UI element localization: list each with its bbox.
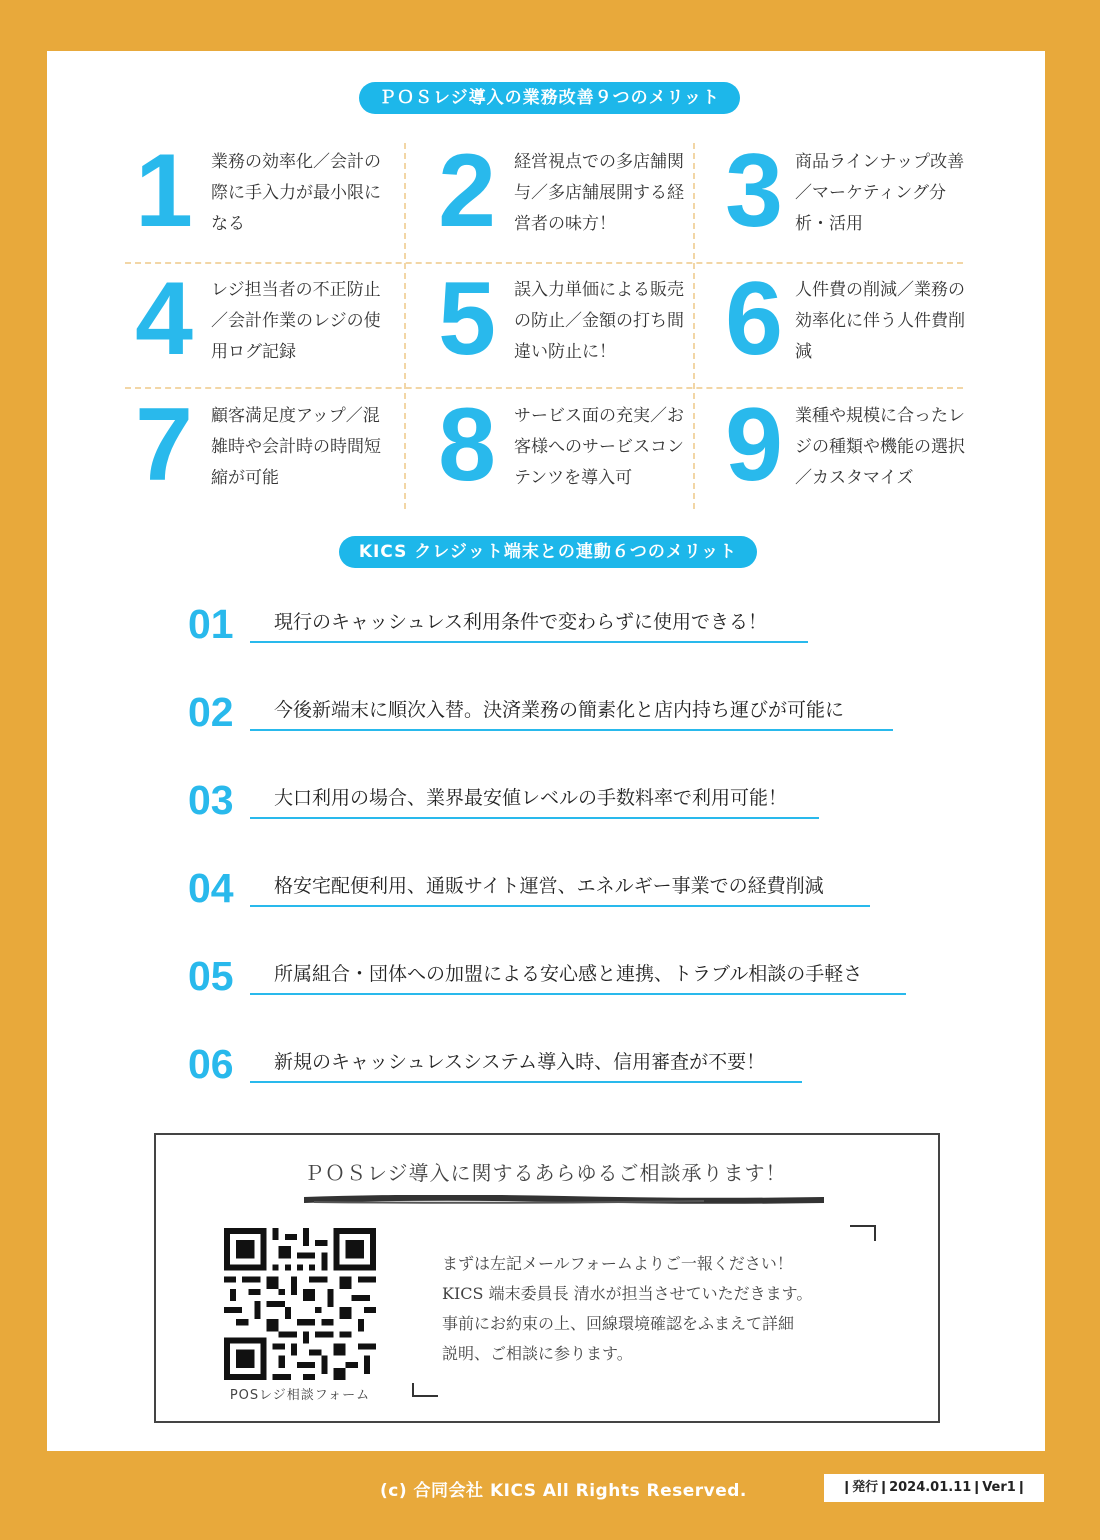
merit-number: 5 (438, 261, 496, 377)
consultation-line: 説明、ご相談に参ります。 (442, 1344, 633, 1363)
merit-text: 誤入力単価による販売の防止／金額の打ち間違い防止に！ (514, 280, 684, 362)
merit-underline (250, 905, 870, 907)
consultation-line: まずは左記メールフォームよりご一報ください！ (442, 1254, 793, 1273)
pos-merit-6 (715, 261, 965, 391)
merit-text: 新規のキャッシュレスシステム導入時、信用審査が不要！ (274, 1051, 766, 1073)
merit-underline (250, 993, 906, 995)
merit-underline (250, 817, 819, 819)
merit-text: 現行のキャッシュレス利用条件で変わらずに使用できる！ (274, 611, 768, 633)
merit-number: 8 (438, 387, 496, 503)
merit-text: 業種や規模に合ったレジの種類や機能の選択／カスタマイズ (795, 406, 965, 488)
merit-number: 01 (188, 601, 234, 647)
merit-text: サービス面の充実／お客様へのサービスコンテンツを導入可 (514, 406, 684, 488)
copyright-text: (c) 合同会社 KICS All Rights Reserved. (380, 1481, 747, 1501)
merit-text: レジ担当者の不正防止／会計作業のレジの使用ログ記録 (211, 280, 381, 362)
merit-text: 今後新端末に順次入替。決済業務の簡素化と店内持ち運びが可能に (274, 699, 845, 721)
merit-number: 1 (135, 133, 193, 249)
merit-number: 3 (725, 133, 783, 249)
merit-number: 7 (135, 387, 193, 503)
pos-merit-7 (125, 387, 404, 517)
merit-number: 9 (725, 387, 783, 503)
pos-section-title: ＰＯＳレジ導入の業務改善９つのメリット (359, 82, 740, 114)
qr-code-icon[interactable] (224, 1228, 376, 1380)
consultation-line: KICS 端末委員長 清水が担当させていただきます。 (442, 1284, 813, 1303)
kics-section-title: KICS クレジット端末との連動６つのメリット (339, 536, 757, 568)
merit-number: 4 (135, 261, 193, 377)
merit-text: 所属組合・団体への加盟による安心感と連携、トラブル相談の手軽さ (274, 963, 863, 985)
pos-merit-5 (428, 261, 693, 391)
pos-merit-8 (428, 387, 693, 517)
pos-merit-2 (428, 133, 693, 263)
grid-divider (404, 143, 406, 509)
merit-number: 03 (188, 777, 234, 823)
qr-code-label: POSレジ相談フォーム (229, 1388, 371, 1403)
merit-underline (250, 729, 893, 731)
merit-text: 経営視点での多店舗関与／多店舗展開する経営者の味方！ (514, 152, 684, 234)
merit-text: 格安宅配便利用、通販サイト運営、エネルギー事業での経費削減 (274, 875, 824, 897)
corner-bracket-decoration (850, 1225, 876, 1241)
consultation-text (442, 1249, 812, 1369)
brush-stroke-decoration (304, 1195, 824, 1205)
merit-text: 商品ラインナップ改善／マーケティング分析・活用 (795, 152, 965, 234)
consultation-title: ＰＯＳレジ導入に関するあらゆるご相談承ります！ (304, 1161, 787, 1185)
merit-text: 人件費の削減／業務の効率化に伴う人件費削減 (795, 280, 965, 362)
merit-number: 2 (438, 133, 496, 249)
merit-text: 大口利用の場合、業界最安値レベルの手数料率で利用可能！ (274, 787, 788, 809)
merit-text: 顧客満足度アップ／混雑時や会計時の時間短縮が可能 (211, 406, 381, 488)
pos-merit-1 (125, 133, 404, 263)
grid-divider (693, 143, 695, 509)
merit-underline (250, 1081, 802, 1083)
pos-merit-3 (715, 133, 965, 263)
merit-number: 05 (188, 953, 234, 999)
merit-underline (250, 641, 808, 643)
merit-number: 04 (188, 865, 234, 911)
merit-text: 業務の効率化／会計の際に手入力が最小限になる (211, 152, 381, 234)
pos-merit-9 (715, 387, 965, 517)
flyer-page (47, 51, 1045, 1451)
corner-bracket-decoration (412, 1383, 438, 1397)
issue-info-badge: ❙発行❙2024.01.11❙Ver1❙ (824, 1474, 1044, 1502)
consultation-box (154, 1133, 940, 1423)
pos-merit-4 (125, 261, 404, 391)
merit-number: 02 (188, 689, 234, 735)
consultation-line: 事前にお約束の上、回線環境確認をふまえて詳細 (442, 1314, 795, 1333)
pos-merits-grid (125, 133, 965, 509)
merit-number: 06 (188, 1041, 234, 1087)
merit-number: 6 (725, 261, 783, 377)
